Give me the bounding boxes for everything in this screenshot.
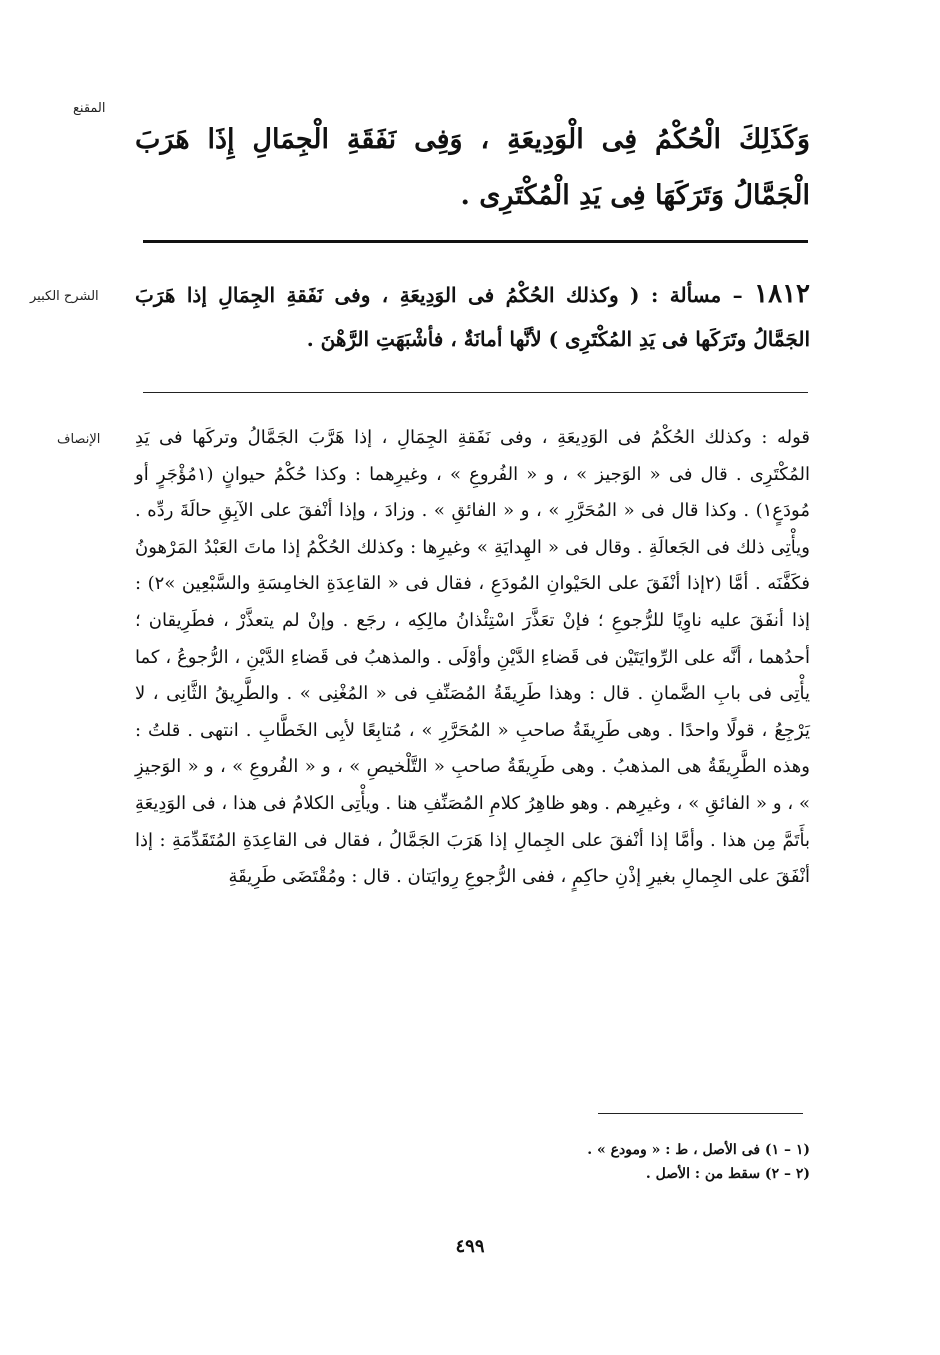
insaf-body [135, 420, 810, 896]
footnote-2: (٢ – ٢) سقط من : الأصل . [645, 1166, 810, 1182]
muqni-text: وَكَذَلِكَ الْحُكْمُ فِى الْوَدِيعَةِ ، وَفِى نَفَقَةِ الْجِمَالِ إِذَا هَرَبَ الْجَمَّالُ وَتَرَكَهَا فِى يَدِ الْمُكْتَرِى . [135, 124, 810, 211]
label-muqni: المقنع [73, 101, 106, 116]
page-number: ٤٩٩ [455, 1236, 485, 1257]
masala-number: ١٨١٢ [754, 279, 810, 309]
thick-divider [143, 240, 808, 243]
label-sharh-kabir: الشرح الكبير [30, 289, 99, 304]
footnote-divider [598, 1113, 803, 1114]
label-insaf: الإنصاف [57, 432, 101, 447]
footnotes [400, 1138, 810, 1186]
sharh-paragraph [135, 272, 810, 361]
footnote-1: (١ – ١) فى الأصل ، ط : « ومودع » . [587, 1142, 810, 1158]
thin-divider [143, 392, 808, 393]
sharh-text: – مسألة : ( وكذلك الحُكْمُ فى الوَدِيعَةِ ، وفى نَفَقةِ الجِمَالِ إذا هَرَبَ الجَمَّالُ وتَرَكَها فى يَدِ المُكْتَرِى ) لأنَّها أمانَةٌ ، فأشْبَهَتِ الرَّهْنَ . [135, 283, 810, 351]
insaf-paragraph: قوله : وكذلك الحُكْمُ فى الوَدِيعَةِ ، وفى نَفَقةِ الجِمَالِ ، إذا هَرَّبَ الجَمَّالُ وتركَها فى يَدِ المُكْتَرِى . قال فى « الوَجيز » ، و « الفُروعِ » ، وغيرِهما : وكذا حُكْمُ حيوانٍ (١مُؤْجَرٍ أو مُودَعٍ١) . وكذا قال فى « المُحَرَّرِ » ، و « الفائقِ » . وزادَ ، وإذا أنْفقَ على الآبِقِ حالَةَ ردِّه . ويأْتِى ذلك فى الجَعالَةِ . وقال فى « الهِدايَةِ » وغيرِها : وكذلك الحُكْمُ إذا ماتَ العَبْدُ المَرْهونُ فكَفَّنَه . أمَّا (٢إذا أنْفَقَ على الحَيْوانِ المُودَعِ ، فقال فى « القاعِدَةِ الخامِسَةِ والسَّبْعِين »٢) : إذا أنفَقَ عليه ناوِيًا للرُّجوعِ ؛ فإنْ تعَذَّرَ اسْتِئْذانُ مالِكِه ، رجَع . وإنْ لم يتعذَّرْ ، فطَرِيقان ؛ أحدُهما ، أنَّه على الرِّوايَتَيْن فى قَضاءِ الدَّيْنِ وأوْلَى . والمذهبُ فى قَضاءِ الدَّيْنِ ، الرُّجوعُ ، كما يأْتِى فى بابِ الضَّمانِ . قال : وهذا طَرِيقَةُ المُصَنِّفِ فى « المُغْنِى » . والطَّرِيقُ الثَّانِى ، لا يَرْجِعُ ، قولًا واحدًا . وهى طَرِيقَةُ صاحبِ « المُحَرَّرِ » ، مُتابِعًا لأبِى الخَطَّابِ . انتهى . قلتُ : وهذه الطَّرِيقَةُ هى المذهبُ . وهى طَرِيقَةُ صاحبِ « التَّلْخيصِ » ، و « الفُروعِ » ، و « الوَجيزِ » ، و « الفائقِ » ، وغيرِهم . وهو ظاهِرُ كلامِ المُصَنِّفِ هنا . ويأْتِى الكلامُ فى هذا ، فى الوَدِيعَةِ بأَتَمَّ مِن هذا . وأمَّا إذا أنْفقَ على الجِمالِ إذا هَرَبَ الجَمَّالُ ، فقال فى القاعِدَةِ المُتَقَدِّمَةِ : إذا أنْفَقَ على الجِمالِ بغيرِ إذْنِ حاكِمٍ ، ففى الرُّجوعِ رِوايَتان . قال : ومُقْتَضَى طَرِيقَةِ [135, 427, 810, 888]
